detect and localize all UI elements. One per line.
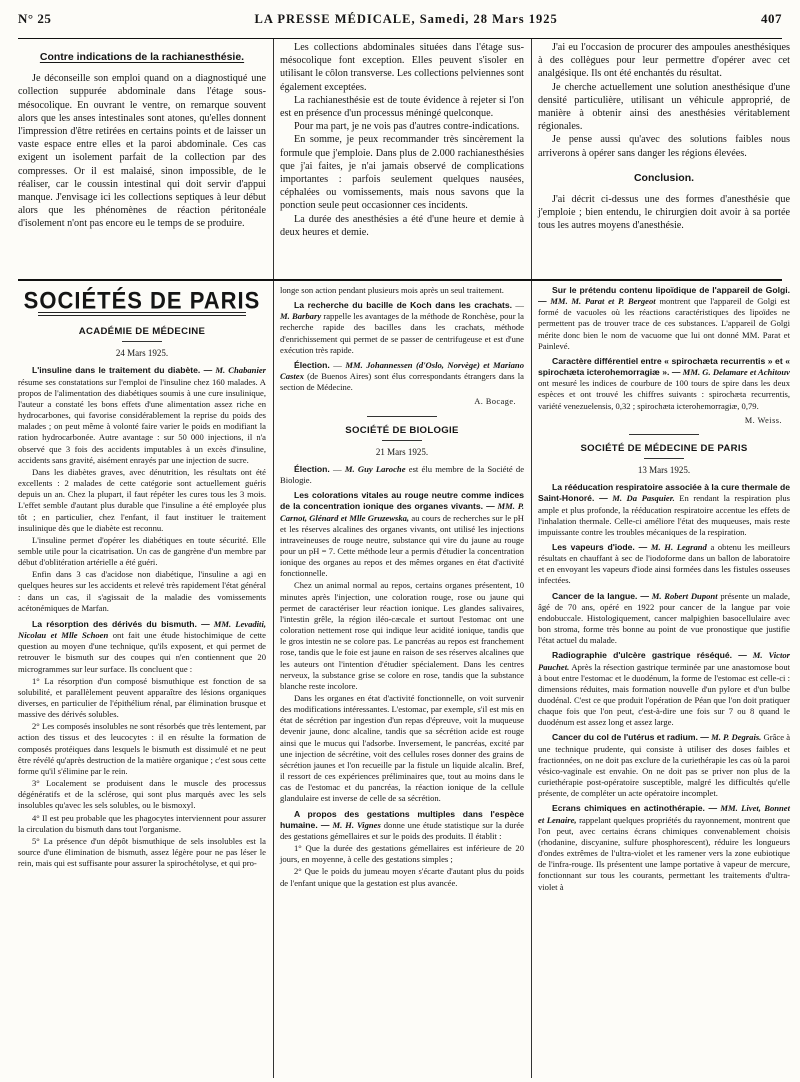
- report-author: MM. Johannessen (d'Oslo, Norvège) et Mariano Castex: [280, 359, 525, 382]
- report-text: montrent que l'appareil de Golgi est formé de vacuoles où les réactions caractéristiques des lipoïdes ne permettent pas de trouver trace de ces substances. L'appareil de Golgi mérite donc bien le nom de vacuome que lui ont donné MM. Parat et Painlevé.: [538, 296, 790, 351]
- section-rule: [122, 341, 162, 342]
- gestations-report: [280, 809, 524, 842]
- report-author: M. Guy Laroche: [344, 463, 406, 474]
- anesthesia-article: [18, 39, 790, 281]
- report-author: M. Da Pasquier.: [612, 493, 675, 504]
- report-paragraph: L'insuline permet d'opérer les diabétiques en toute sécurité. Elle semble utile pour la cicatrisation. Un cas de gangrène d'un membre par début d'oblitération artérielle a été guéri.: [18, 534, 266, 568]
- report-author: MM. P. Carnot, Glénard et Mlle Gruzewska,: [280, 501, 525, 523]
- report-text: (de Buenos Aires) sont élus correspondants étrangers dans la section de Médecine.: [280, 371, 524, 393]
- biologie-election: Élection. — M. Guy Laroche est élu membre de la Société de Biologie.: [280, 463, 525, 486]
- article-column-2: [280, 39, 524, 279]
- journal-title: LA PRESSE MÉDICALE, Samedi, 28 Mars 1925: [254, 11, 558, 26]
- report-text: donne une étude statistique sur la durée des gestations gémellaires et sur le poids des produits. Il établit :: [280, 819, 524, 841]
- conclusion-heading: Conclusion.: [633, 171, 695, 184]
- conclusion-paragraph: J'ai décrit ci-dessus une des formes d'anesthésie que j'emploie ; bien entendu, le chirurgien doit avoir à sa portée tous les autres moyens d'anesthésie.: [538, 194, 790, 232]
- report-text: résume ses constatations sur l'emploi de l'insuline chez 160 malades. A propos de l'alimentation des diabétiques soumis à une cure insulinique, l'auteur a constaté les bons effets d'une alimentation assez riche en hydrocarbones, qui favorise considérablement la reprise du poids des malades ; on peut même à volonté faire varier le poids en modifiant la ration hydrocarbonée. Autre avantage : sur 50 000 injections, il n'a observé que 3 fois des accidents imputables à un excès d'insuline, accidents sans gravité, aisément enrayés par une injection de sucre.: [18, 376, 266, 465]
- biologie-date: 21 Mars 1925.: [375, 446, 429, 457]
- societes-column-1: [18, 281, 266, 1078]
- page-number: 407: [760, 11, 782, 26]
- article-paragraph: Pour ma part, je ne vois pas d'autres contre-indications.: [294, 121, 520, 133]
- societes-section: [18, 281, 791, 1078]
- signature: M. Weiss.: [744, 415, 782, 425]
- spirochaeta-report: [538, 356, 790, 412]
- report-author: M. Victor Pauchet.: [538, 650, 790, 672]
- report-paragraph: 2° Que le poids du jumeau moyen s'écarte d'autant plus du poids de l'enfant unique que la gestation est plus avancée.: [280, 866, 524, 888]
- article-paragraph: La durée des anesthésies a été d'une heure et demie à deux heures et demie.: [280, 213, 524, 238]
- report-paragraph: Dans les organes en état d'activité fonctionnelle, on voit survenir des modifications intéressantes. L'estomac, par exemple, s'il est mis en état de sécrétion par ingestion d'un repas d'épreuve, voit la muqueuse devenir jaune, donc alcaline, tandis que sa sécrétion acide est rouge ainsi que le mucus qui l'adsorbe. Inversement, le pancréas, excité par une injection de sécrétine, voit des cellules roses donner des grains de sécrétion jaunes et l'on recueille par la fistule un liquide alcalin. Bref, il ressort de ces expériences préliminaires que, tout au moins dans le cas de l'estomac et du pancréas, la réaction ionique de la cellule glandulaire est inverse de celle de sa sécrétion.: [280, 693, 524, 804]
- report-paragraph: 5° La présence d'un dépôt bismuthique de sels insolubles est la source d'une élimination de bismuth, assez légère pour ne pas léser le rein, mais qui est suffisante pour assurer la spirochétolyse, et qui pro-: [18, 835, 266, 869]
- section-separator: [367, 416, 437, 417]
- societe-medecine-heading: SOCIÉTÉ DE MÉDECINE DE PARIS: [580, 442, 748, 454]
- report-paragraph: 1° Que la durée des gestations gémellaires est inférieure de 20 jours, en moyenne, à celle des gestations simples ;: [280, 843, 524, 865]
- report-title: Radiographie d'ulcère gastrique réséqué. —: [552, 650, 747, 661]
- report-text: Après la résection gastrique terminée par une anastomose bout à bout entre l'estomac et le duodénum, la forme de l'estomac est celle-ci : dimensions réduites, mais formation nouvelle d'un pylore et d'un bulbe duodénal. C'est ce que produit l'opération de Péan que l'on doit pratiquer chaque fois que l'on peut, c'est-à-dire une fois sur 7 ou 8 quand le duodénum est assez long et assez large.: [538, 661, 790, 728]
- report-title: Caractère différentiel entre « spirochæta recurrentis » et « spirochæta icterohemorragiæ ». —: [538, 355, 790, 378]
- report-paragraph: 1° La résorption d'un composé bismuthique est fonction de sa solubilité, et parallèlement peuvent apparaître des lésions organiques diverses, en particulier de l'épithélium rénal, par élimination brusque et massive des dérivés solubles.: [18, 675, 266, 720]
- insuline-report: [18, 365, 266, 465]
- report-text: au cours de recherches sur le pH et les réserves alcalines des organes vivants, ont utilisé les injections intraveineuses de rouge neutre, substance qui vire du jaune au rouge pour un pH = 7. Cette méthode leur a permis d'étudier la concentration ionique des organes au repos et des mêmes organes en état d'activité fonctionnelle.: [280, 512, 524, 579]
- report-author: MM. Livet, Bonnet et Lenaire,: [538, 803, 791, 825]
- report-paragraph: 2° Les composés insolubles ne sont résorbés que très lentement, par action des tissus et des leucocytes : il en résulte la formation de composés protéiques dans lesquels le bismuth est dissimulé et ne peut être révélé qu'après destruction de la matière organique ; c'est sous cette forme qu'il s'élimine par le rein.: [18, 721, 266, 776]
- issue-number: N° 25: [18, 11, 52, 26]
- report-paragraph: 4° Il est peu probable que les phagocytes interviennent pour assurer la circulation du bismuth dans tout l'organisme.: [18, 812, 266, 834]
- running-header: [18, 0, 782, 39]
- report-title: Sur le prétendu contenu lipoïdique de l'appareil de Golgi. —: [538, 285, 790, 307]
- article-paragraph: Je pense aussi qu'avec des solutions faibles nous arriverons à opérer sans danger les régions élevées.: [538, 134, 790, 159]
- report-text: ont mesuré les indices de courbure de 100 tours de spire dans les deux espèces et ont trouvé les chiffres suivants : spirochæta recurrentis, variété venezuelensis, 0,32 ; spirochæta icterohemorragiæ, 0,79.: [538, 378, 790, 411]
- societes-column-3: [538, 281, 790, 1078]
- report-text: ont fait une étude histochimique de cette question au moyen d'une technique, qu'ils exposent, et qui permet de retrouver le bismuth sur des coupes qui n'en contiennent que 20 microgrammes sur leur surface. Ils concluent que :: [18, 630, 266, 674]
- report-text: présente un malade, âgé de 70 ans, opéré en 1922 pour cancer de la langue par voie endobuccale. Histologiquement, cancer malpighien basocellulaire avec bon stroma, forme très bonne au point de vue pronostique que justifie l'état actuel du malade.: [538, 590, 790, 646]
- report-continuation: longe son action pendant plusieurs mois après un seul traitement.: [280, 285, 504, 295]
- academie-date: 24 Mars 1925.: [115, 348, 169, 359]
- report-text: rappelle les avantages de la méthode de Ronchèse, pour la recherche rapide des bacilles dans les crachats, méthode d'enrichissement qui permet de se passer de centrifugeuse et est d'une exécution très rapide.: [280, 311, 524, 355]
- uterus-report: [538, 732, 790, 799]
- article-paragraph: La rachianesthésie est de toute évidence à rejeter si l'on est en présence d'un processus méningé quelconque.: [280, 94, 524, 120]
- column-divider: [273, 39, 274, 279]
- report-text: a obtenu les meilleurs résultats en chauffant à sec de l'iodoforme dans un ballon de laboratoire et en envoyant les vapeurs d'iode ainsi formées dans les fistules osseuses infectées.: [538, 541, 791, 586]
- report-author: MM. G. Delamare et Achitouv: [682, 367, 790, 378]
- report-author: M. Barbary: [280, 311, 322, 322]
- report-title: Cancer de la langue. —: [552, 590, 649, 601]
- report-author: M. Chabanier: [215, 365, 266, 376]
- report-title: Les colorations vitales au rouge neutre comme indices de la concentration ionique des organes vivants. —: [280, 490, 524, 512]
- report-text: En rendant la respiration plus ample et plus profonde, la rééducation respiratoire accentue les effets de l'inhalation thermale. Celle-ci améliore l'état des muqueuses, mais reste impuissante contre les troubles mécaniques de la respiration.: [538, 493, 790, 537]
- report-text: Grâce à une technique prudente, qui consiste à utiliser des doses faibles et fractionnées, on ne doit pas exclure de la curiethérapie les cas où la paroi vésico-vaginale est envahie. On ne doit pas se priver non plus de la curiethérapie post-opératoire susceptible, malgré les difficultés qu'elle présente, de compléter un acte opératoire incomplet.: [538, 732, 791, 799]
- report-title: La rééducation respiratoire associée à la cure thermale de Saint-Honoré. —: [538, 482, 790, 504]
- report-text: est élu membre de la Société de Biologie.: [280, 463, 525, 486]
- report-author: M. Robert Dupont: [651, 590, 718, 601]
- report-title: Élection.: [294, 359, 330, 370]
- report-paragraph: Chez un animal normal au repos, certains organes présentent, 10 minutes après l'injection, une coloration rouge, rose ou jaune qui permet de caractériser leur réaction ionique. Les glandes salivaires, l'intestin grêle, la région iléo-cæcale et surtout l'estomac ont une coloration nettement rose qui indique leur acidité ionique, tandis que le gros intestin ne se colore pas. Le pancréas au repos est franchement rose, tandis que le foie est jaune en raison de ses réserves alcalines que les auteurs ont l'intention d'étudier spécialement. Dans les centres nerveux, la substance grise se colore en rose, tandis que la substance blanche reste incolore.: [280, 580, 524, 691]
- column-divider: [273, 281, 274, 1078]
- report-paragraph: Dans les diabètes graves, avec dénutrition, les résultats ont été excellents : 2 malades de cette catégorie sont actuellement guéris depuis un an. Chez la plupart, il faut répéter les cures tous les 3 mois. L'effet semble d'autant plus durable que l'insuline a été employée plus tôt ; en particulier, chez l'enfant, il faut instituer le traitement insulinique dès que le diabète est reconnu.: [18, 466, 266, 533]
- societes-column-2: [280, 281, 524, 1078]
- report-title: Ecrans chimiques en actinothérapie. —: [552, 803, 718, 814]
- report-title: L'insuline dans le traitement du diabète. —: [32, 365, 213, 376]
- report-author: MM. Levaditi, Nicolau et Mlle Schoen: [18, 618, 266, 641]
- report-author: MM. M. Parat et P. Bergeot: [550, 296, 656, 307]
- ecrans-report: [538, 803, 790, 892]
- section-rule: [382, 440, 422, 441]
- signature: A. Bocage.: [474, 397, 516, 407]
- report-author: M. H. Vignes: [332, 819, 381, 830]
- report-text: rappelant quelques propriétés du rayonnement, montrent que l'on peut, avec certains écrans chimiques convenablement choisis (rhodanine, discyanine, sulfure phosphorescent), réduire les longueurs d'ondes extrêmes de l'ultra-violet et les ramener vers la zone eubiotique de l'infra-rouge. Ils présentent une lampe portative à vapeur de mercure, fonctionnant sur tous les courants, permettant les traitements d'ultra-violet à: [538, 814, 791, 892]
- iode-report: [538, 542, 790, 587]
- report-paragraph: Enfin dans 3 cas d'acidose non diabétique, l'insuline a agi en quelques heures sur les accidents et relevé très rapidement l'état général : dans un cas, il s'agissait de la maladie des vomissements acétonémiques de Marfan.: [18, 569, 266, 613]
- column-divider: [531, 281, 532, 1078]
- koch-report: La recherche du bacille de Koch dans les crachats. — M. Barbary rappelle les avantages de la méthode de Ronchèse, pour la recherche rapide des bacilles dans les crachats, méthode d'enrichissement qui permet de se passer de centrifugeuse et est d'une exécution très rapide.: [280, 300, 524, 355]
- section-separator: [629, 434, 699, 435]
- societes-heading: SOCIÉTÉS DE PARIS: [23, 286, 261, 315]
- report-title: La résorption des dérivés du bismuth. —: [32, 618, 210, 629]
- election-report: Élection. — MM. Johannessen (d'Oslo, Norvège) et Mariano Castex (de Buenos Aires) sont élus correspondants étrangers dans la section de Médecine.: [280, 359, 525, 393]
- contra-indications-heading: Contre indications de la rachianesthésie.: [39, 51, 245, 63]
- radiographie-report: [538, 650, 790, 728]
- biologie-heading: SOCIÉTÉ DE BIOLOGIE: [345, 424, 459, 436]
- article-paragraph: Les collections abdominales situées dans l'étage sus-mésocolique font exception. Elles peuvent s'isoler en utilisant le côlon transverse. Les collections pelviennes sont également exceptées.: [280, 42, 524, 93]
- societe-medecine-date: 13 Mars 1925.: [637, 465, 691, 476]
- article-paragraph: Je déconseille son emploi quand on a diagnostiqué une collection suppurée abdominale dans l'étage sous-mésocolique. En ouvrant le ventre, on remarque souvent alors que les anses intestinales sont atones, qu'elles donnent l'impression d'être retirées en certains points et de laisser un vaste espace entre elles et la paroi abdominale. Ces cas exigent un isolement parfait de la collection par des compresses. Or il est malaisé, sinon impossible, de le réaliser, car le coussin intestinal qui doit servir d'appui manque. J'envisage ici les collections septiques à leur début alors que les phénomènes de réaction péritonéale d'isolement n'ont pas encore eu le temps de se produire.: [18, 73, 266, 230]
- article-paragraph: J'ai eu l'occasion de procurer des ampoules anesthésiques à des collègues pour leur permettre d'opérer avec cet analgésique. Ils ont été enchantés du résultat.: [538, 42, 790, 80]
- column-divider: [531, 39, 532, 279]
- report-title: A propos des gestations multiples dans l'espèce humaine. —: [280, 808, 524, 830]
- report-title: Cancer du col de l'utérus et radium. —: [552, 732, 709, 743]
- section-rule: [644, 458, 684, 459]
- langue-report: [538, 591, 790, 647]
- report-title: Les vapeurs d'iode. —: [552, 541, 648, 552]
- article-column-3: [538, 39, 790, 279]
- report-author: M. P. Degrais.: [711, 732, 762, 743]
- report-title: La recherche du bacille de Koch dans les crachats.: [294, 300, 513, 311]
- academie-heading: ACADÉMIE DE MÉDECINE: [78, 326, 206, 338]
- golgi-report: [538, 285, 790, 352]
- reeducation-report: [538, 482, 790, 538]
- report-title: Élection.: [294, 463, 330, 474]
- article-paragraph: En somme, je peux recommander très sincèrement la formule que j'emploie. Dans plus de 2.000 rachianesthésies que j'ai faites, je n'ai jamais observé de complications importantes : parfois seulement quelques nausées, céphalées ou vomissements, mais nous savons que la ponction seule peut occasionner ces incidents.: [280, 134, 524, 212]
- coloration-report: [280, 490, 524, 579]
- report-author: M. H. Legrand: [650, 541, 707, 552]
- bismuth-report: [18, 619, 266, 675]
- article-paragraph: Je cherche actuellement une solution anesthésique d'une densité particulière, utilisant un véhicule approprié, de manière à obtenir ainsi des anesthésies véritablement régionales.: [538, 81, 790, 133]
- article-column-1: [18, 39, 266, 279]
- report-paragraph: 3° Localement se produisent dans le muscle des processus dégénératifs et de la sclérose, qui sont plus marqués avec les sels insolubles qu'avec les sels solubles, ou le bismoxyl.: [18, 778, 266, 811]
